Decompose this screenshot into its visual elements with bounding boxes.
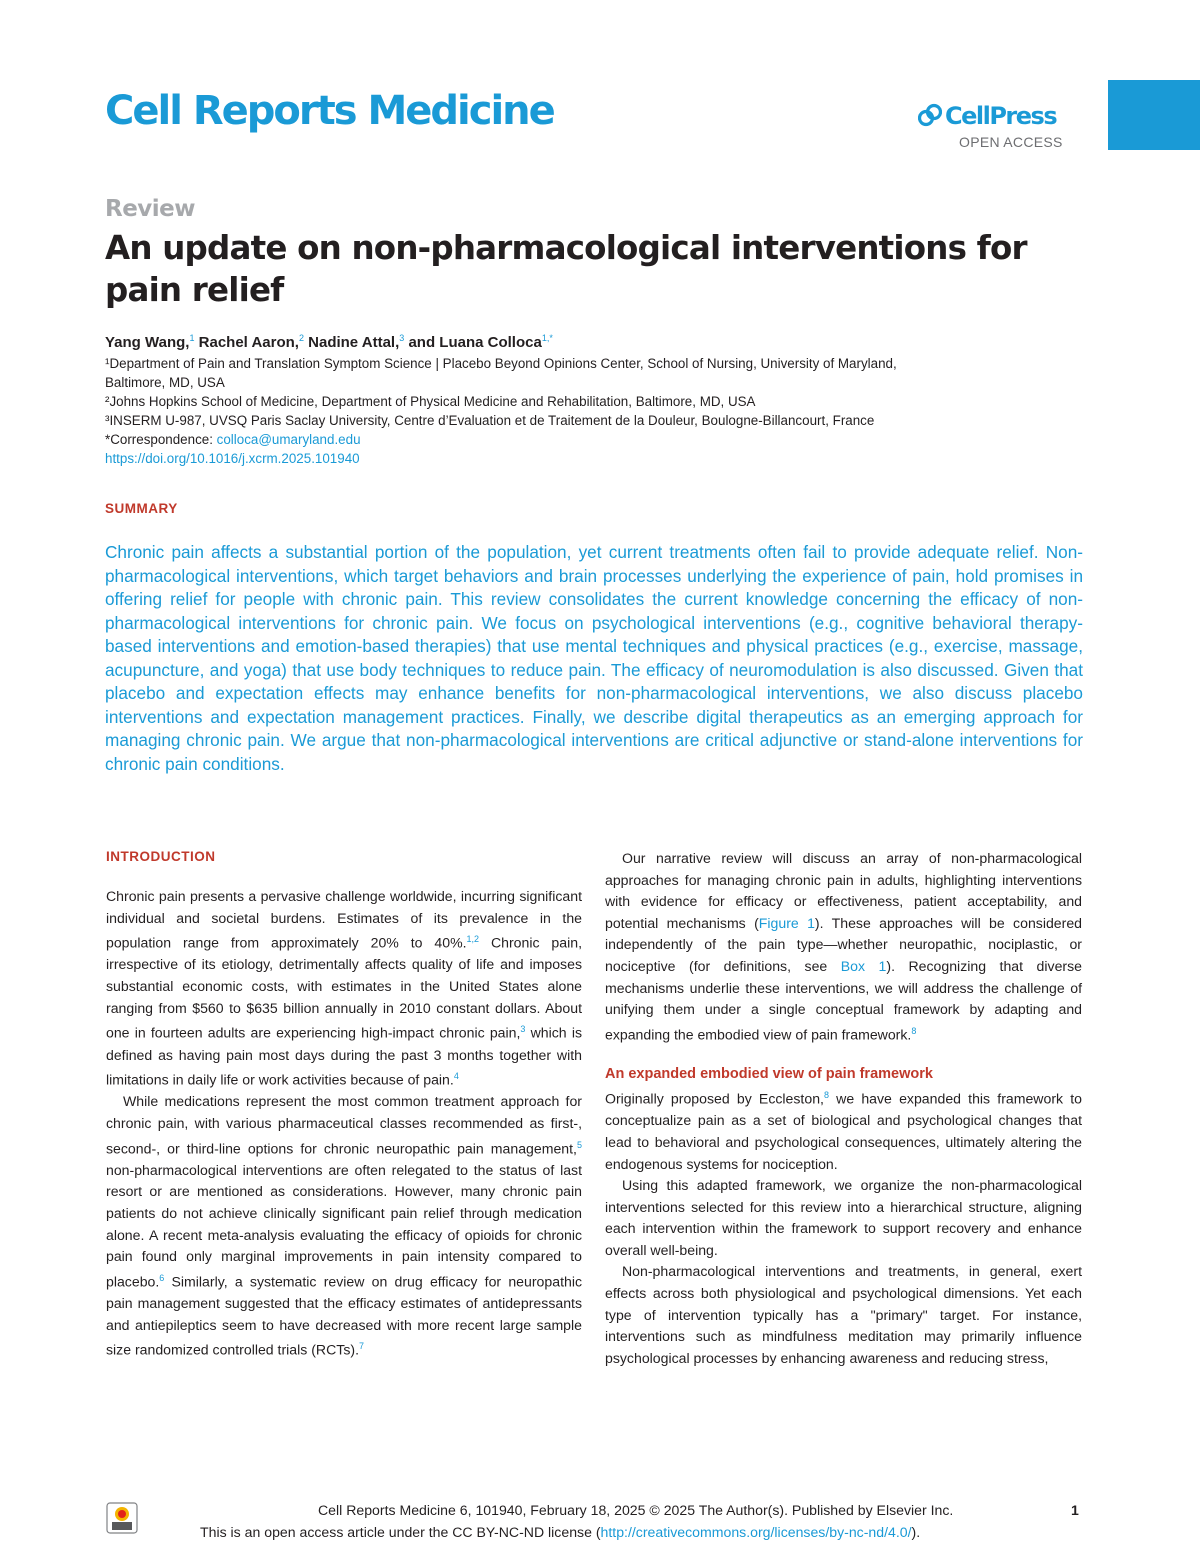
- author-list: [105, 333, 553, 351]
- citation-line: Cell Reports Medicine 6, 101940, February 18, 2025 © 2025 The Author(s). Published by Elsevier Inc.: [318, 1502, 954, 1518]
- citation-ref[interactable]: 8: [823, 1090, 829, 1101]
- author-name[interactable]: Nadine Attal,: [308, 334, 400, 351]
- affiliation-1-cont: Baltimore, MD, USA: [105, 375, 225, 390]
- right-column: [605, 848, 1082, 1369]
- journal-title: Cell Reports Medicine: [105, 88, 554, 134]
- publisher-block: [918, 102, 1088, 158]
- author-affil-ref[interactable]: 3: [399, 333, 405, 343]
- text-run: This is an open access article under the CC BY-NC-ND license (: [200, 1524, 601, 1540]
- page-footer: [0, 1502, 1200, 1552]
- text-run: which is defined as having pain most days during the past 3 months together with limitations in daily life or work activities because of pain.: [106, 1024, 582, 1088]
- affiliations: [105, 354, 1095, 468]
- crossmark-icon[interactable]: [106, 1502, 138, 1534]
- affiliation-3: ³INSERM U-987, UVSQ Paris Saclay University, Centre d’Evaluation et de Traitement de la Douleur, Boulogne-Billancourt, France: [105, 413, 875, 428]
- author-affil-ref[interactable]: 1: [189, 333, 195, 343]
- text-run: Chronic pain, irrespective of its etiology, detrimentally affects quality of life and imposes substantial economic costs, with estimates in the United States alone ranging from $560 to $635 billion annually in 2010 constant dollars. About one in fourteen adults are experiencing high-impact chronic pain,: [106, 934, 582, 1041]
- box-1-link[interactable]: Box 1: [840, 957, 887, 974]
- doi-link[interactable]: https://doi.org/10.1016/j.xcrm.2025.101940: [105, 451, 360, 466]
- citation-ref[interactable]: 5: [576, 1139, 582, 1150]
- affiliation-2: ²Johns Hopkins School of Medicine, Department of Physical Medicine and Rehabilitation, Baltimore, MD, USA: [105, 394, 756, 409]
- open-access-label: OPEN ACCESS: [959, 134, 1063, 150]
- text-run: ).: [911, 1524, 921, 1540]
- citation-ref[interactable]: 1,2: [466, 934, 480, 945]
- license-line: [200, 1524, 920, 1540]
- citation-ref[interactable]: 3: [520, 1024, 526, 1035]
- introduction-heading: INTRODUCTION: [106, 849, 216, 864]
- cellpress-icon: [918, 103, 942, 127]
- text-run: Our narrative review will discuss an array of non-pharmacological approaches for managing chronic pain in adults, highlighting interventions with evidence for efficacy or effectiveness, patient acceptability, and potential mechanisms (: [605, 850, 1082, 931]
- citation-ref[interactable]: 4: [453, 1071, 459, 1082]
- license-link[interactable]: http://creativecommons.org/licenses/by-nc-nd/4.0/: [600, 1524, 912, 1540]
- journal-color-tab: [1108, 80, 1200, 150]
- article-title: An update on non-pharmacological interventions for pain relief: [105, 229, 1027, 309]
- text-run: Chronic pain presents a pervasive challenge worldwide, incurring significant individual and societal burdens. Estimates of its prevalence in the population range from approximately 20% to 40%.: [106, 888, 582, 951]
- body-paragraph: [605, 848, 1082, 1046]
- cellpress-logo: [918, 102, 1056, 130]
- affiliation-1: ¹Department of Pain and Translation Symptom Science | Placebo Beyond Opinions Center, School of Nursing, University of Maryland,: [105, 356, 897, 371]
- citation-ref[interactable]: 6: [159, 1272, 165, 1283]
- text-run: we have expanded this framework to conceptualize pain as a set of biological and psychological changes that lead to behavioral and psychological consequences, ultimately altering the endogenous systems for nociception.: [605, 1090, 1082, 1172]
- author-name[interactable]: Yang Wang,: [105, 334, 190, 351]
- subsection-heading: An expanded embodied view of pain framework: [605, 1066, 933, 1083]
- body-paragraph: Non-pharmacological interventions and treatments, in general, exert effects across both physiological and psychological dimensions. Yet each type of intervention typically has a "primary" target. For instance, interventions such as mindfulness meditation may primarily influence psychological processes by enhancing awareness and reducing stress,: [605, 1263, 1082, 1366]
- body-paragraph: [605, 1085, 1082, 1175]
- summary-text: Chronic pain affects a substantial portion of the population, yet current treatments often fail to provide adequate relief. Non-pharmacological interventions, which target behaviors and brain processes underlying the experience of pain, hold promises in offering relief for people with chronic pain. This review consolidates the current knowledge concerning the efficacy of non-pharmacological interventions for chronic pain. We focus on psychological interventions (e.g., cognitive behavioral therapy-based interventions and emotion-based therapies) that use mental techniques and physical practices (e.g., exercise, massage, acupuncture, and yoga) that use body techniques to reduce pain. The efficacy of neuromodulation is also discussed. Given that placebo and expectation effects may enhance benefits for non-pharmacological interventions, we also discuss placebo interventions and expectation management practices. Finally, we describe digital therapeutics as an emerging approach for managing chronic pain. We argue that non-pharmacological interventions are critical adjunctive or stand-alone interventions for chronic pain conditions.: [105, 542, 1083, 774]
- article-type: Review: [105, 196, 196, 222]
- correspondence: [105, 430, 1095, 449]
- figure-1-link[interactable]: Figure 1: [758, 914, 815, 931]
- author-name[interactable]: and Luana Colloca: [408, 334, 542, 351]
- citation-ref[interactable]: 7: [359, 1341, 365, 1352]
- publisher-name: CellPress: [945, 102, 1057, 130]
- page-number: 1: [1071, 1502, 1079, 1518]
- author-affil-ref[interactable]: 1,*: [541, 333, 553, 343]
- summary-heading: SUMMARY: [105, 501, 178, 516]
- left-column: [106, 848, 582, 1362]
- text-run: ). Recognizing that diverse mechanisms underlie these interventions, we will address the challenge of unifying them under a single conceptual framework by adapting and expanding the embodied view of pain framework.: [605, 957, 1082, 1043]
- intro-paragraph-1: [106, 886, 582, 1091]
- body-paragraph: Using this adapted framework, we organize the non-pharmacological interventions selected for this review into a hierarchical structure, aligning each intervention within the framework to support recovery and enhance overall well-being.: [605, 1177, 1082, 1258]
- text-run: non-pharmacological interventions are often relegated to the status of last resort or are mentioned as considerations. However, many chronic pain patients do not achieve clinically significant pain relief through medication alone. A recent meta-analysis evaluating the efficacy of opioids for chronic pain found only marginal improvements in pain intensity compared to placebo.: [106, 1161, 582, 1290]
- text-run: While medications represent the most common treatment approach for chronic pain, with various pharmaceutical classes recommended as first-, second-, or third-line options for chronic neuropathic pain management,: [106, 1093, 582, 1157]
- text-run: Originally proposed by Eccleston,: [605, 1090, 824, 1107]
- intro-paragraph-2: [106, 1091, 582, 1361]
- citation-ref[interactable]: 8: [911, 1025, 917, 1036]
- correspondence-email-link[interactable]: colloca@umaryland.edu: [216, 432, 361, 447]
- author-affil-ref[interactable]: 2: [298, 333, 304, 343]
- author-name[interactable]: Rachel Aaron,: [198, 334, 299, 351]
- text-run: ). These approaches will be considered independently of the pain type—whether neuropathic, nociplastic, or nociceptive (for definitions, see: [605, 914, 1083, 974]
- correspondence-label: *Correspondence:: [105, 432, 217, 447]
- text-run: Similarly, a systematic review on drug efficacy for neuropathic pain management suggested that the efficacy estimates of antidepressants and antiepileptics seem to have decreased with more recent large sample size randomized controlled trials (RCTs).: [106, 1273, 582, 1358]
